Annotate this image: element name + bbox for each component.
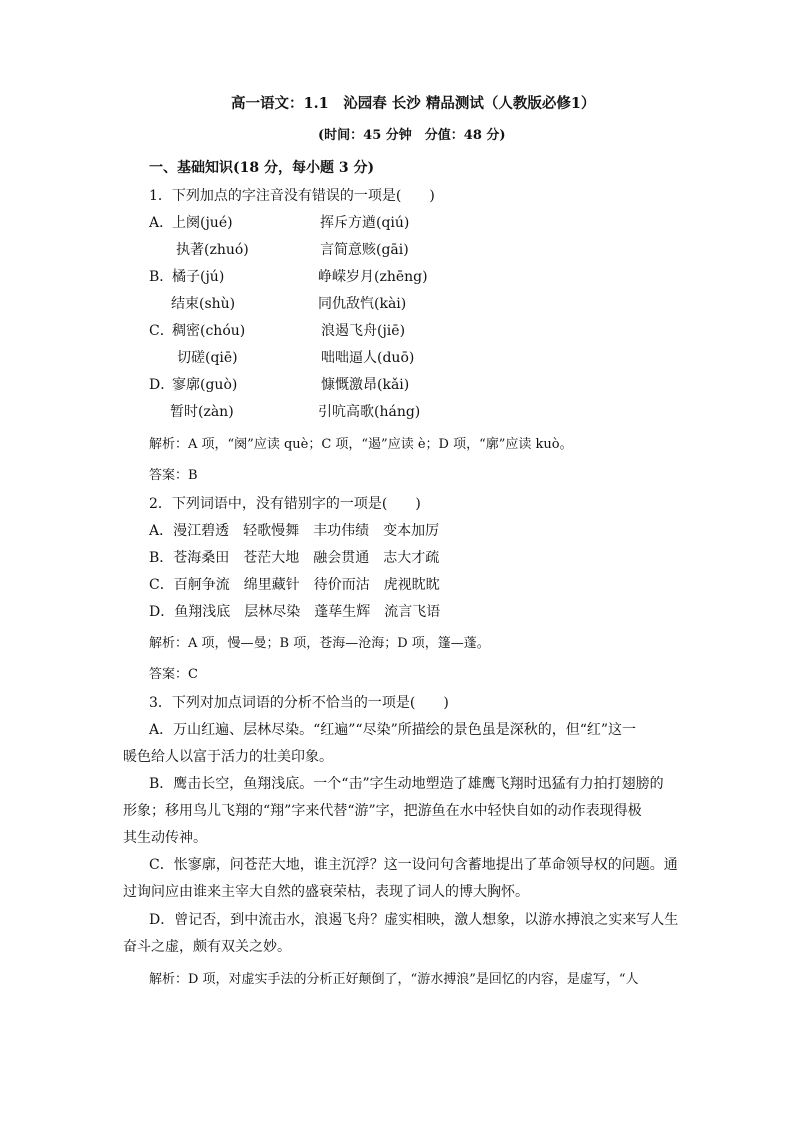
page-title: 高一语文：1.1 沁园春 长沙 精品测试（人教版必修1） xyxy=(231,95,596,112)
question-3-analysis: 解析：D 项，对虚实手法的分析正好颠倒了，“游水搏浪”是回忆的内容，是虚写，“人 xyxy=(149,972,639,987)
option-text: B．鹰击长空，鱼翔浅底。一个“击”字生动地塑造了雄鹰飞翔时迅猛有力拍打翅膀的 xyxy=(149,776,664,792)
option-item: 峥嵘岁月(zhēng) xyxy=(318,269,428,285)
option-label: A． xyxy=(149,215,174,231)
option-text: 其生动传神。 xyxy=(123,830,207,846)
option-label: D． xyxy=(149,377,175,393)
option-text: A．万山红遍、层林尽染。“红遍”“尽染”所描绘的景色虽是深秋的，但“红”这一 xyxy=(149,722,637,738)
option-text: 形象；移用鸟儿飞翔的“翔”字来代替“游”字，把游鱼在水中轻快自如的动作表现得极 xyxy=(123,803,642,819)
option-item: 言简意赅(gāi) xyxy=(320,242,409,258)
page-subtitle: (时间：45 分钟 分值：48 分) xyxy=(318,128,506,143)
option-item: 咄咄逼人(duō) xyxy=(321,350,415,366)
option-item: 执著(zhuó) xyxy=(176,242,249,258)
option-text: 暖色给人以富于活力的壮美印象。 xyxy=(123,749,333,765)
option-item: 结束(shù) xyxy=(171,296,236,312)
question-1-stem: 1．下列加点的字注音没有错误的一项是( ) xyxy=(149,188,435,204)
option-text: 过询问应由谁来主宰大自然的盛衰荣枯，表现了词人的博大胸怀。 xyxy=(123,884,529,900)
option-text: C．怅寥廓，问苍茫大地，谁主沉浮？这一设问句含蓄地提出了革命领导权的问题。通 xyxy=(149,857,678,873)
option-item: B．苍海桑田 苍茫大地 融会贯通 志大才疏 xyxy=(149,550,440,566)
option-label: C． xyxy=(149,323,174,339)
option-text: D．曾记否，到中流击水，浪遏飞舟？虚实相映，激人想象，以游水搏浪之实来写人生 xyxy=(149,912,679,928)
question-2-stem: 2．下列词语中，没有错别字的一项是( ) xyxy=(149,496,421,512)
option-label: B． xyxy=(149,269,174,285)
option-item: C．百舸争流 绵里藏针 待价而沽 虎视眈眈 xyxy=(149,577,440,593)
option-item: 上阕(jué) xyxy=(172,215,233,231)
option-item: A．漫江碧透 轻歌慢舞 丰功伟绩 变本加厉 xyxy=(149,523,440,539)
question-2-analysis: 解析：A 项，慢—曼；B 项，苍海—沧海；D 项，篷—蓬。 xyxy=(149,636,490,651)
section-heading: 一、基础知识(18 分，每小题 3 分) xyxy=(149,160,375,176)
option-item: 稠密(chóu) xyxy=(172,323,246,339)
option-item: 挥斥方遒(qiú) xyxy=(320,215,410,231)
option-item: 暂时(zàn) xyxy=(170,404,234,420)
option-item: 引吭高歌(háng) xyxy=(318,404,421,420)
option-item: 橘子(jú) xyxy=(172,269,225,285)
option-item: 切磋(qiē) xyxy=(177,350,238,366)
question-1-analysis: 解析：A 项，“阕”应读 què；C 项，“遏”应读 è；D 项，“廓”应读 kuò。 xyxy=(149,437,573,452)
option-item: 慷慨激昂(kǎi) xyxy=(321,377,410,393)
option-item: 浪遏飞舟(jiē) xyxy=(321,323,406,339)
option-item: D．鱼翔浅底 层林尽染 蓬荜生辉 流言飞语 xyxy=(149,604,441,620)
question-1-answer: 答案：B xyxy=(149,468,198,483)
option-text: 奋斗之虚，颇有双关之妙。 xyxy=(123,939,291,955)
question-3-stem: 3．下列对加点词语的分析不恰当的一项是( ) xyxy=(149,695,449,711)
option-item: 同仇敌忾(kài) xyxy=(318,296,407,312)
question-2-answer: 答案：C xyxy=(149,667,198,682)
option-item: 寥廓(guò) xyxy=(172,377,238,393)
